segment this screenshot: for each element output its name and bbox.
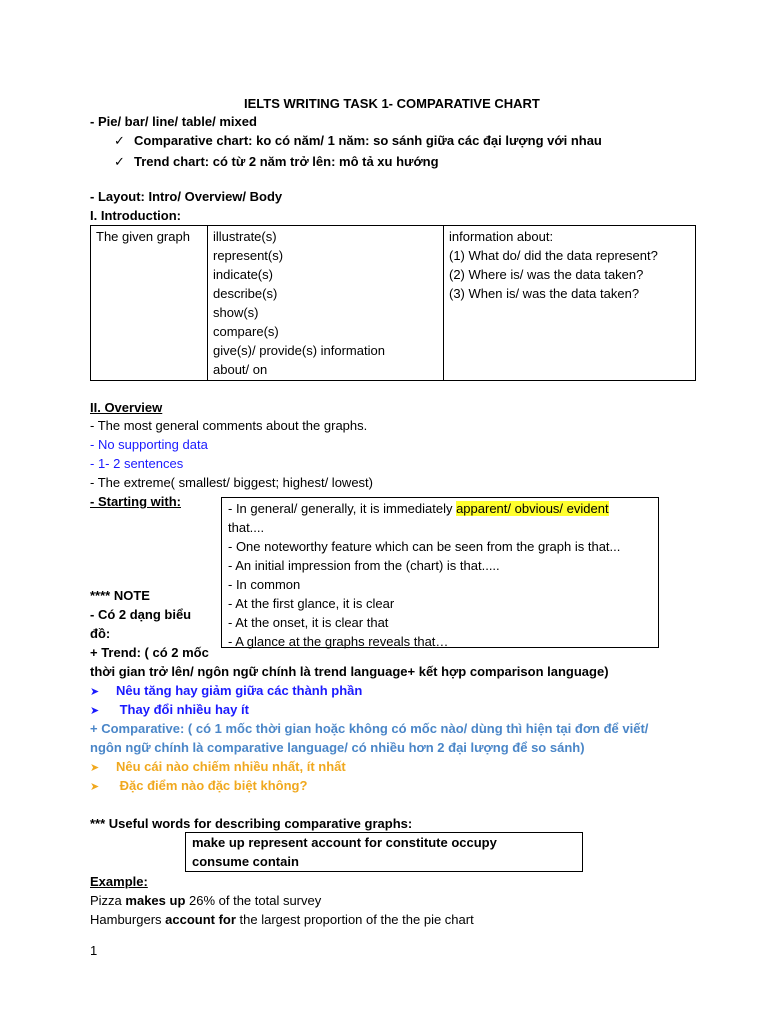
verb-item: about/ on: [213, 362, 268, 377]
overview-heading: II. Overview: [90, 400, 163, 415]
intro-cell-info: [444, 226, 696, 381]
verb-item: give(s)/ provide(s) information: [213, 343, 385, 358]
info-item: information about:: [449, 229, 554, 244]
intro-table: [90, 225, 696, 381]
info-item: (3) When is/ was the data taken?: [449, 286, 640, 301]
note-line: đồ:: [90, 626, 111, 641]
chart-types-line: - Pie/ bar/ line/ table/ mixed: [90, 114, 257, 129]
highlighted-text: apparent/ obvious/ evident: [456, 501, 609, 516]
checkmark-icon: ✓: [114, 154, 125, 169]
phrase-line: that....: [228, 520, 265, 535]
phrase-line: - One noteworthy feature which can be seen from the graph is that...: [228, 539, 621, 554]
phrase-line: - At the onset, it is clear that: [228, 615, 389, 630]
arrow-bullet-icon: ➤: [90, 705, 100, 717]
intro-heading: I. Introduction:: [90, 208, 181, 223]
document-title: IELTS WRITING TASK 1- COMPARATIVE CHART: [244, 96, 540, 111]
note-heading: **** NOTE: [90, 588, 150, 603]
comparative-line: + Comparative: ( có 1 mốc thời gian hoặc không có mốc nào/ dùng thì hiện tại đơn để viết/: [90, 721, 649, 736]
verb-item: show(s): [213, 305, 259, 320]
note-line: - Có 2 dạng biểu: [90, 607, 192, 622]
trend-point: ➤ Thay đổi nhiều hay ít: [90, 700, 249, 721]
useful-words-heading: *** Useful words for describing comparative graphs:: [90, 816, 413, 831]
comparative-point: ➤ Đặc điểm nào đặc biệt không?: [90, 776, 307, 797]
phrase-line: - At the first glance, it is clear: [228, 596, 395, 611]
intro-cell-subject: The given graph: [91, 226, 208, 381]
info-item: (2) Where is/ was the data taken?: [449, 267, 644, 282]
check-item-text: Comparative chart: ko có năm/ 1 năm: so sánh giữa các đại lượng với nhau: [134, 133, 602, 148]
trend-point: ➤ Nêu tăng hay giảm giữa các thành phần: [90, 681, 362, 702]
check-item-trend: [114, 152, 439, 171]
overview-line: - The most general comments about the graphs.: [90, 418, 368, 433]
arrow-bullet-icon: ➤: [90, 686, 100, 698]
overview-line-extreme: - The extreme( smallest/ biggest; highest/ lowest): [90, 475, 373, 490]
info-item: (1) What do/ did the data represent?: [449, 248, 658, 263]
check-item-text: Trend chart: có từ 2 năm trở lên: mô tả xu hướng: [134, 154, 439, 169]
useful-words-box: [185, 832, 583, 872]
example-heading: Example:: [90, 874, 148, 889]
page-number: 1: [90, 943, 98, 958]
intro-cell-verbs: [208, 226, 444, 381]
check-item-comparative: [114, 131, 602, 150]
phrase-line: - In common: [228, 577, 301, 592]
comparative-point: ➤ Nêu cái nào chiếm nhiều nhất, ít nhất: [90, 757, 346, 778]
starting-phrases-box: [221, 497, 659, 648]
note-trend-desc: thời gian trở lên/ ngôn ngữ chính là trend language+ kết hợp comparison language): [90, 664, 609, 679]
useful-words-line: make up represent account for constitute occupy: [192, 835, 497, 850]
arrow-bullet-icon: ➤: [90, 781, 100, 793]
verb-item: indicate(s): [213, 267, 273, 282]
arrow-bullet-icon: ➤: [90, 762, 100, 774]
useful-words-line: consume contain: [192, 854, 299, 869]
phrase-line: - In general/ generally, it is immediately apparent/ obvious/ evident: [228, 501, 609, 516]
starting-with-label: - Starting with:: [90, 494, 181, 509]
verb-item: illustrate(s): [213, 229, 277, 244]
layout-line: - Layout: Intro/ Overview/ Body: [90, 189, 283, 204]
example-line: Pizza makes up 26% of the total survey: [90, 893, 322, 908]
comparative-line: ngôn ngữ chính là comparative language/ có nhiều hơn 2 đại lượng để so sánh): [90, 740, 585, 755]
note-trend-line: + Trend: ( có 2 mốc: [90, 645, 209, 660]
overview-line-no-data: - No supporting data: [90, 437, 208, 452]
overview-line-sentences: - 1- 2 sentences: [90, 456, 184, 471]
verb-item: represent(s): [213, 248, 284, 263]
phrase-line: - A glance at the graphs reveals that…: [228, 634, 449, 649]
example-line: Hamburgers account for the largest proportion of the the pie chart: [90, 912, 474, 927]
verb-item: describe(s): [213, 286, 278, 301]
verb-item: compare(s): [213, 324, 279, 339]
checkmark-icon: ✓: [114, 133, 125, 148]
phrase-line: - An initial impression from the (chart) is that.....: [228, 558, 500, 573]
